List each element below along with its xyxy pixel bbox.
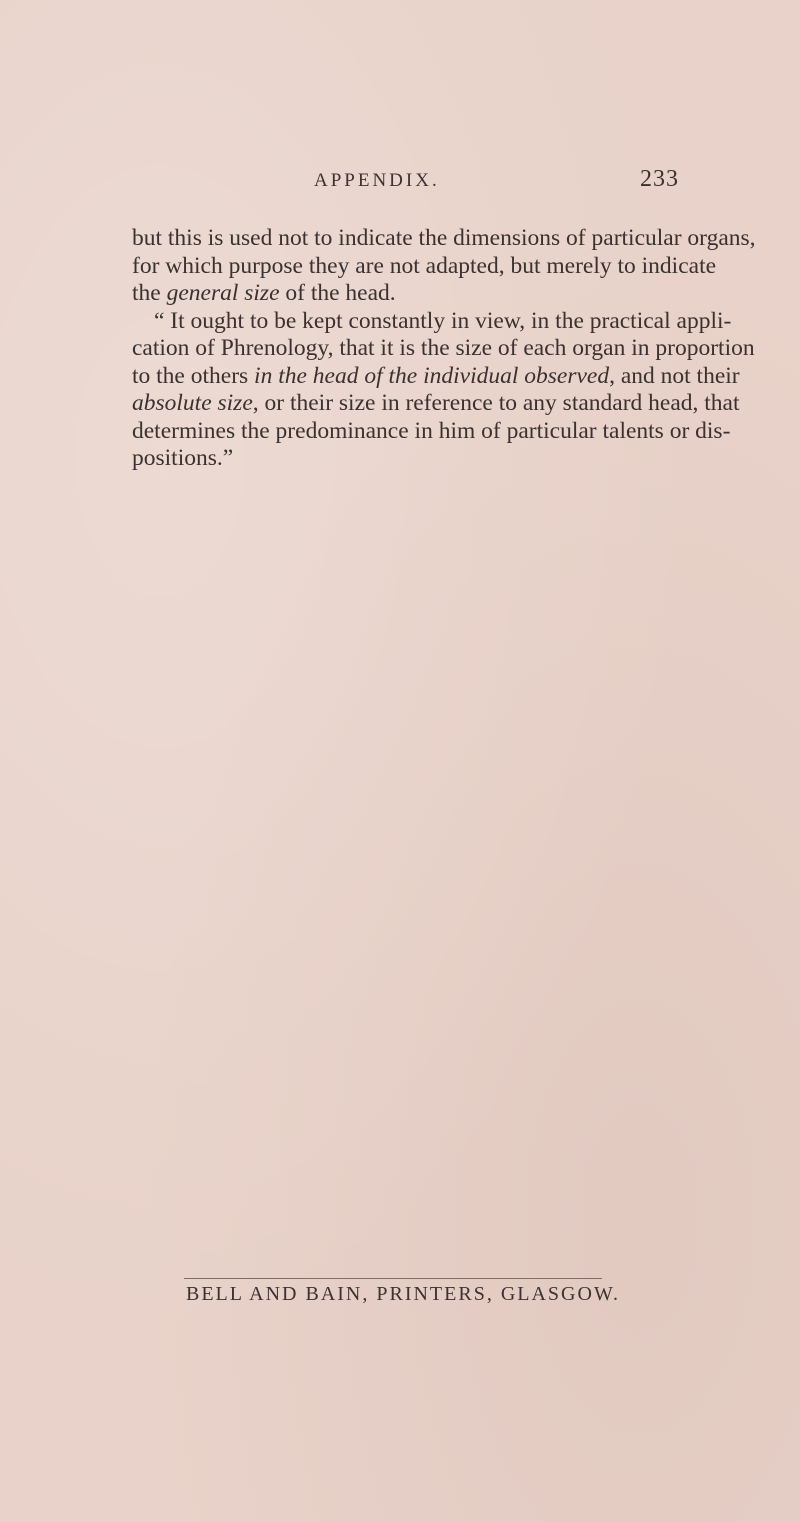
text-line: for which purpose they are not adapted, but merely to indicate	[132, 252, 717, 279]
text-run: of the head.	[279, 280, 396, 306]
text-line	[132, 390, 740, 418]
text-run: , and not their	[609, 362, 740, 389]
italic-run: general size	[166, 280, 280, 306]
text-run: , or their size in reference to any standard head, that	[252, 390, 740, 416]
running-head-title: APPENDIX.	[314, 170, 440, 191]
body-text	[132, 225, 756, 473]
quote-start-line: “ It ought to be kept constantly in view, in the practical appli-	[154, 307, 732, 334]
text-run: to the others	[132, 362, 255, 389]
text-line: but this is used not to indicate the dimensions of particular organs,	[132, 225, 756, 251]
page-number: 233	[640, 166, 679, 192]
text-line: positions.”	[132, 445, 234, 471]
italic-run: absolute size	[132, 390, 253, 416]
text-line: determines the predominance in him of particular talents or dis-	[132, 417, 731, 444]
text-line	[132, 362, 740, 391]
italic-run: in the head of the individual observed	[254, 362, 610, 389]
imprint-rule	[184, 1278, 602, 1279]
text-line: cation of Phrenology, that it is the size of each organ in proportion	[132, 335, 755, 361]
text-line	[132, 280, 686, 308]
printer-imprint: BELL AND BAIN, PRINTERS, GLASGOW.	[186, 1283, 620, 1305]
text-run: the	[132, 280, 167, 306]
running-head	[0, 166, 800, 196]
